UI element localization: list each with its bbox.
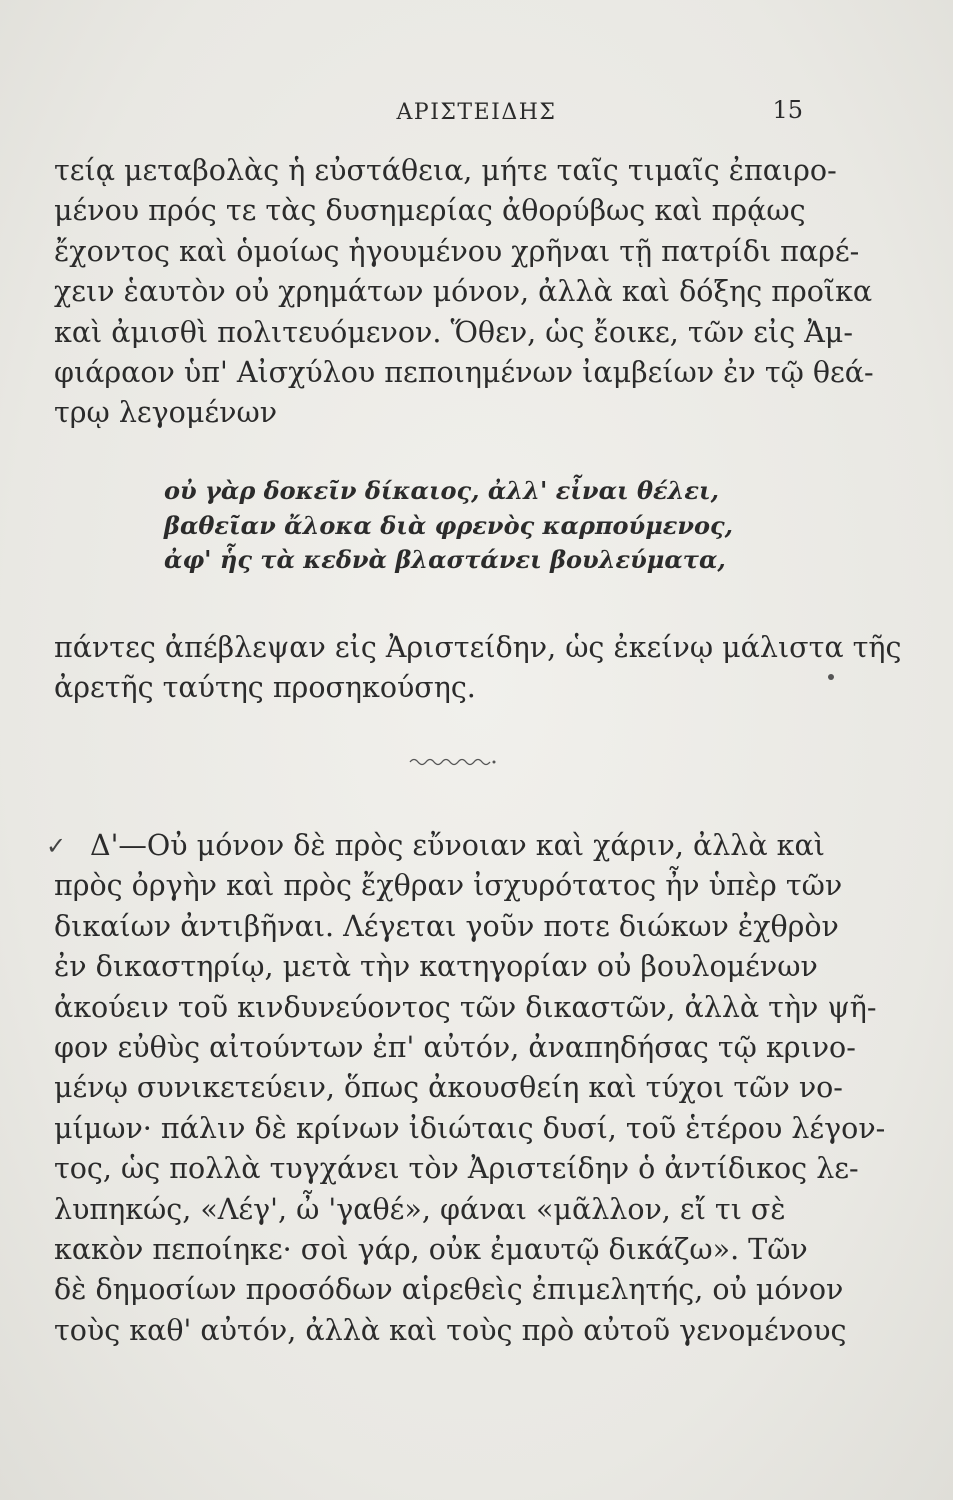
text-line: ἀκούειν τοῦ κινδυνεύοντος τῶν δικαστῶν, ἀλλὰ τὴν ψῆ- — [54, 990, 877, 1024]
text-line: μίμων· πάλιν δὲ κρίνων ἰδιώταις δυσί, τοῦ ἑτέρου λέγον- — [54, 1111, 886, 1145]
paragraph-3 — [54, 826, 886, 1351]
verse-line: βαθεῖαν ἄλοκα διὰ φρενὸς καρπούμενος, — [164, 510, 733, 540]
text-line: μένου πρός τε τὰς δυσημερίας ἀθορύβως καὶ πρᾴως — [54, 194, 806, 228]
verse-line: οὐ γὰρ δοκεῖν δίκαιος, ἀλλ' εἶναι θέλει, — [164, 476, 719, 505]
text-line: ἐν δικαστηρίῳ, μετὰ τὴν κατηγορίαν οὐ βουλομένων — [54, 950, 818, 984]
text-line: δικαίων ἀντιβῆναι. Λέγεται γοῦν ποτε διώκων ἐχθρὸν — [54, 909, 839, 943]
text-line: λυπηκώς, «Λέγ', ὦ 'γαθέ», φάναι «μᾶλλον, εἴ τι σὲ — [54, 1192, 786, 1226]
text-line: δὲ δημοσίων προσόδων αἱρεθεὶς ἐπιμελητής, οὐ μόνον — [54, 1273, 844, 1307]
verse-quotation — [164, 474, 733, 578]
section-divider-ornament — [408, 752, 498, 772]
text-line: κακὸν πεποίηκε· σοὶ γάρ, οὐκ ἐμαυτῷ δικάζω». Τῶν — [54, 1232, 808, 1266]
text-line: φιάραον ὑπ' Αἰσχύλου πεποιημένων ἰαμβείων ἐν τῷ θεά- — [54, 355, 874, 389]
text-line: πάντες ἀπέβλεψαν εἰς Ἀριστείδην, ὡς ἐκείνῳ μάλιστα τῆς — [54, 631, 902, 664]
page-header — [0, 96, 953, 136]
running-title: ΑΡΙΣΤΕΙΔΗΣ — [396, 100, 557, 125]
text-line: Δ'—Οὐ μόνον δὲ πρὸς εὔνοιαν καὶ χάριν, ἀλλὰ καὶ — [90, 829, 825, 862]
text-line: φον εὐθὺς αἰτούντων ἐπ' αὐτόν, ἀναπηδήσας τῷ κρινο- — [54, 1030, 856, 1064]
verse-line: ἀφ' ἧς τὰ κεδνὰ βλαστάνει βουλεύματα, — [164, 545, 726, 574]
text-line: ἀρετῆς ταύτης προσηκούσης. — [54, 671, 476, 705]
text-line: μένῳ συνικετεύειν, ὅπως ἀκουσθείη καὶ τύχοι τῶν νο- — [54, 1071, 843, 1105]
text-line: καὶ ἀμισθὶ πολιτευόμενον. Ὅθεν, ὡς ἔοικε, τῶν εἰς Ἀμ- — [54, 315, 853, 349]
text-line: πρὸς ὀργὴν καὶ πρὸς ἔχθραν ἰσχυρότατος ἦν ὑπὲρ τῶν — [54, 869, 843, 903]
text-line: τρῳ λεγομένων — [54, 396, 278, 430]
text-line: χειν ἑαυτὸν οὐ χρημάτων μόνον, ἀλλὰ καὶ δόξης προῖκα — [54, 275, 873, 309]
margin-dot — [828, 674, 834, 680]
text-line: τείᾳ μεταβολὰς ἡ εὐστάθεια, μήτε ταῖς τιμαῖς ἐπαιρο- — [54, 154, 837, 187]
text-line: τος, ὡς πολλὰ τυγχάνει τὸν Ἀριστείδην ὁ ἀντίδικος λε- — [54, 1152, 859, 1186]
margin-mark: ✓ — [46, 832, 67, 860]
page-number: 15 — [772, 96, 803, 124]
paragraph-1 — [54, 151, 874, 434]
paragraph-2 — [54, 628, 902, 709]
text-line: τοὺς καθ' αὐτόν, ἀλλὰ καὶ τοὺς πρὸ αὐτοῦ γενομένους — [54, 1313, 847, 1347]
text-line: ἔχοντος καὶ ὁμοίως ἡγουμένου χρῆναι τῇ πατρίδι παρέ- — [54, 234, 860, 268]
